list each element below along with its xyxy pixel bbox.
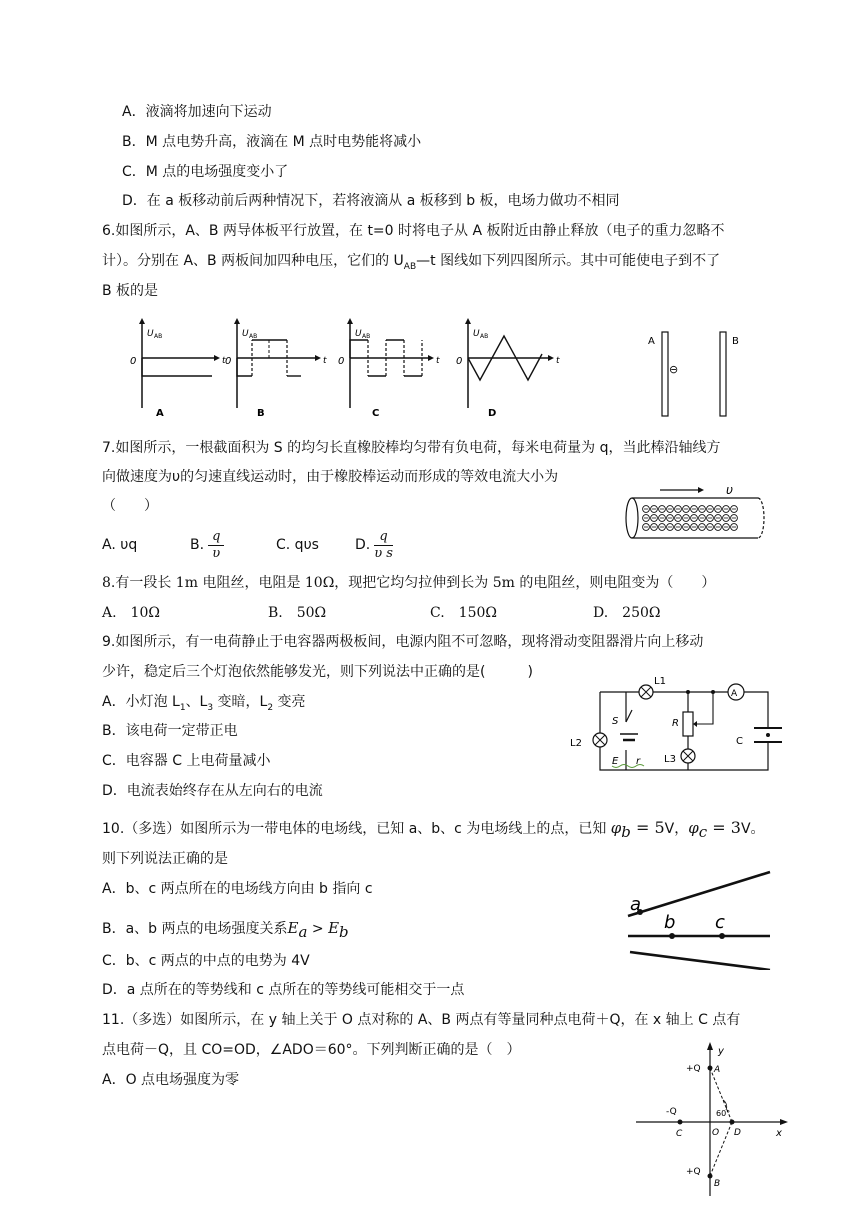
q6-plates-figure [640,328,760,418]
q8-option-b: B. 50Ω [268,605,327,621]
q9-rheostat [683,712,693,736]
q6-graph-label-c: C [372,408,380,419]
q10-stem-line2: 则下列说法正确的是 [102,851,228,867]
svg-text:0: 0 [225,356,232,367]
svg-text:U: U [355,329,362,339]
q8-option-c: C. 150Ω [430,605,497,621]
svg-text:+Q: +Q [686,1064,701,1074]
q6-electron: ⊖ [669,363,679,376]
svg-text:t: t [222,356,226,366]
svg-text:b: b [664,912,676,933]
q9-option-b: B．该电荷一定带正电 [102,723,238,739]
svg-text:L2: L2 [570,738,582,749]
q9-stem-line1: 9.如图所示，有一电荷静止于电容器两极板间，电源内阻不可忽略，现将滑动变阻器滑片向上移动 [102,634,704,650]
svg-text:B: B [714,1179,721,1189]
q11-axes-figure [632,1040,792,1198]
svg-text:t: t [436,356,440,366]
q9-stem-line2: 少许，稳定后三个灯泡依然能够发光，则下列说法中正确的是( ) [102,664,533,680]
q8-stem: 8.有一段长 1m 电阻丝，电阻是 10Ω，现把它均匀拉伸到长为 5m 的电阻丝，则电阻变为（ ） [102,575,716,591]
q6-graph-a [130,318,226,419]
svg-text:U: U [473,329,480,339]
q11-stem-line2: 点电荷－Q，且 CO=OD，∠ADO＝60°。下列判断正确的是（ ） [102,1042,521,1058]
svg-text:+Q: +Q [686,1167,701,1177]
q10-field-lines [620,866,780,970]
q6-graph-label-d: D [488,408,497,419]
q7-option-b: B. $\frac{q}{\upsilon}$ [190,528,228,562]
svg-text:60°: 60° [716,1109,731,1118]
svg-text:c: c [715,912,725,933]
svg-text:0: 0 [338,356,345,367]
svg-text:y: y [718,1046,724,1057]
q9-option-d: D．电流表始终存在从左向右的电流 [102,783,323,799]
svg-text:t: t [323,356,327,366]
q7-option-a: A. υq [102,537,138,553]
q6-ut-graphs [120,318,580,422]
svg-text:C: C [676,1129,683,1139]
q8-option-d: D. 250Ω [593,605,661,621]
svg-text:L1: L1 [654,676,666,687]
q6-stem-line1: 6.如图所示，A、B 两导体板平行放置，在 t=0 时将电子从 A 板附近由静止释放（电子的重力忽略不 [102,223,725,239]
q6-plate-b [720,332,726,416]
svg-text:A: A [714,1065,721,1075]
svg-text:t: t [556,356,560,366]
svg-text:D: D [734,1128,741,1138]
q7-paren: （ ） [102,498,158,514]
svg-text:A: A [648,336,655,347]
svg-text:r: r [636,756,641,767]
q5-option-d: D．在 a 板移动前后两种情况下，若将液滴从 a 板移到 b 板，电场力做功不相同 [122,193,620,209]
q10-option-a: A．b、c 两点所在的电场线方向由 b 指向 c [102,881,373,897]
q9-option-c: C．电容器 C 上电荷量减小 [102,753,271,769]
q10-option-b: B．a、b 两点的电场强度关系$E_a > E_b$ [102,919,349,941]
q6-stem-line3: B 板的是 [102,283,159,299]
q11-stem-line1: 11.（多选）如图所示，在 y 轴上关于 O 点对称的 A、B 两点有等量同种点电荷＋Q，在 x 轴上 C 点有 [102,1012,741,1028]
svg-text:R: R [672,718,679,729]
svg-text:x: x [776,1128,782,1139]
q6-graph-b [225,318,327,419]
q7-option-c: C. qυs [276,537,319,553]
q9-option-a: A．小灯泡 $L_1$、$L_3$ 变暗，$L_2$ 变亮 [102,694,306,713]
q5-option-c: C．M 点的电场强度变小了 [122,164,289,180]
q7-charge-grid [643,506,738,531]
svg-text:E: E [612,756,619,767]
svg-text:C: C [736,736,743,747]
q5-option-b: B．M 点电势升高，液滴在 M 点时电势能将减小 [122,134,422,150]
q7-stem-line1: 7.如图所示，一根截面积为 S 的均匀长直橡胶棒均匀带有负电荷，每米电荷量为 q，当此棒沿轴线方 [102,440,721,456]
svg-text:υ: υ [726,484,733,497]
q6-graph-label-a: A [156,408,164,419]
svg-text:0: 0 [456,356,463,367]
q7-stem-line2: 向做速度为υ的匀速直线运动时，由于橡胶棒运动而形成的等效电流大小为 [102,469,559,485]
q9-circuit-diagram [568,672,790,790]
q10-option-c: C．b、c 两点的中点的电势为 4V [102,953,310,969]
svg-text:O: O [712,1128,720,1138]
svg-text:-Q: -Q [666,1107,677,1117]
svg-text:B: B [732,336,739,347]
q6-stem-line2: 计）。分别在 A、B 两板间加四种电压，它们的 $U_{AB}—t$ 图线如下列四图所示。其中可能使电子到不了 [102,253,721,272]
svg-text:AB: AB [154,333,163,340]
svg-text:AB: AB [249,333,258,340]
svg-text:a: a [630,894,642,915]
q8-option-a: A. 10Ω [102,605,160,621]
svg-text:AB: AB [480,333,489,340]
svg-text:U: U [147,329,154,339]
q6-graph-d [456,318,560,419]
svg-text:U: U [242,329,249,339]
q5-option-a: A．液滴将加速向下运动 [122,104,272,120]
q6-plate-a [662,332,668,416]
q7-option-d: D. $\frac{q}{\text{υ s}}$ [355,528,393,561]
svg-text:A: A [731,689,738,699]
svg-text:0: 0 [130,356,137,367]
q10-option-d: D．a 点所在的等势线和 c 点所在的等势线可能相交于一点 [102,982,465,998]
q6-graph-c [338,318,440,419]
q6-graph-label-b: B [257,408,265,419]
q7-rod-figure [622,484,770,544]
svg-text:L3: L3 [664,754,676,765]
q11-option-a: A．O 点电场强度为零 [102,1072,240,1088]
svg-text:S: S [612,716,619,727]
svg-text:AB: AB [362,333,371,340]
q10-stem-line1: 10.（多选）如图所示为一带电体的电场线，已知 a、b、c 为电场线上的点，已知 $\varphi_b = 5V$，$\varphi_c = 3V$。 [102,818,765,841]
